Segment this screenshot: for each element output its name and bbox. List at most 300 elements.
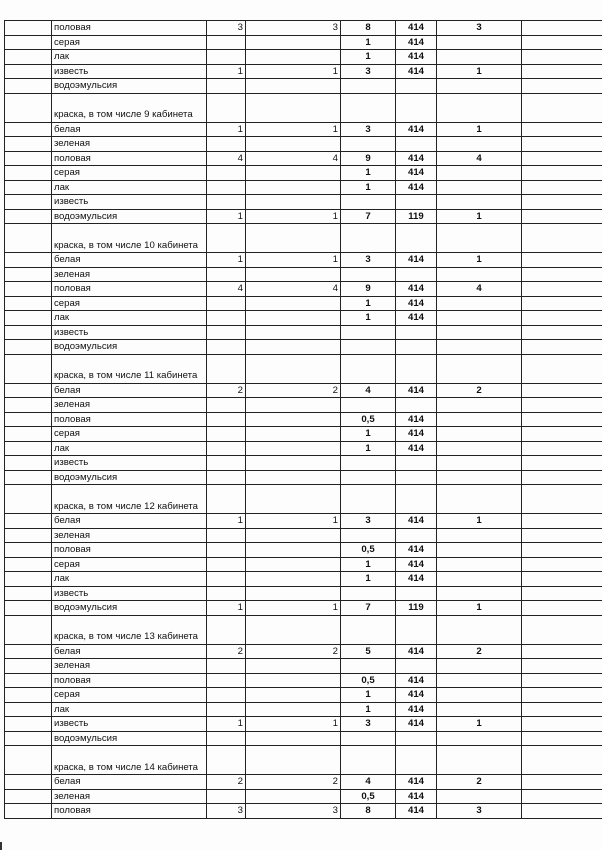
qty-b (246, 93, 341, 122)
table-row (5, 79, 602, 94)
qty-c: 7 (341, 601, 396, 616)
qty-b: 3 (246, 804, 341, 819)
empty-cell (522, 615, 602, 644)
item-label: известь (52, 456, 207, 471)
item-label: зеленая (52, 398, 207, 413)
empty-cell (5, 688, 52, 703)
table-row (5, 427, 602, 442)
empty-cell (5, 427, 52, 442)
qty-c: 3 (341, 64, 396, 79)
materials-table (4, 20, 602, 819)
empty-cell (5, 253, 52, 268)
qty-b (246, 180, 341, 195)
qty-e: 2 (437, 775, 522, 790)
qty-c: 1 (341, 427, 396, 442)
empty-cell (5, 789, 52, 804)
empty-cell (522, 137, 602, 152)
empty-cell (522, 340, 602, 355)
empty-cell (5, 21, 52, 36)
qty-e (437, 398, 522, 413)
qty-c: 1 (341, 572, 396, 587)
qty-a (207, 485, 246, 514)
qty-e: 2 (437, 644, 522, 659)
qty-b (246, 586, 341, 601)
empty-cell (5, 528, 52, 543)
qty-b: 3 (246, 21, 341, 36)
qty-c: 3 (341, 253, 396, 268)
item-label: краска, в том числе 13 кабинета (52, 615, 207, 644)
table-row (5, 64, 602, 79)
qty-a (207, 340, 246, 355)
code (396, 325, 437, 340)
qty-b (246, 702, 341, 717)
qty-c: 0,5 (341, 789, 396, 804)
empty-cell (522, 528, 602, 543)
qty-e (437, 427, 522, 442)
empty-cell (5, 644, 52, 659)
empty-cell (5, 50, 52, 65)
qty-e (437, 412, 522, 427)
qty-e: 2 (437, 383, 522, 398)
empty-cell (522, 659, 602, 674)
qty-a (207, 702, 246, 717)
code: 414 (396, 514, 437, 529)
empty-cell (522, 398, 602, 413)
qty-e (437, 572, 522, 587)
qty-b: 4 (246, 282, 341, 297)
empty-cell (522, 644, 602, 659)
qty-a (207, 456, 246, 471)
table-row (5, 528, 602, 543)
qty-c: 1 (341, 702, 396, 717)
qty-c: 0,5 (341, 543, 396, 558)
item-label: краска, в том числе 9 кабинета (52, 93, 207, 122)
empty-cell (5, 398, 52, 413)
empty-cell (5, 166, 52, 181)
item-label: серая (52, 427, 207, 442)
empty-cell (522, 601, 602, 616)
code: 414 (396, 35, 437, 50)
qty-e (437, 557, 522, 572)
empty-cell (5, 267, 52, 282)
qty-b (246, 441, 341, 456)
table-row (5, 746, 602, 775)
qty-a (207, 673, 246, 688)
table-row (5, 659, 602, 674)
qty-b (246, 354, 341, 383)
qty-a (207, 137, 246, 152)
table-row (5, 441, 602, 456)
empty-cell (522, 412, 602, 427)
qty-b (246, 659, 341, 674)
table-row (5, 456, 602, 471)
qty-b: 1 (246, 601, 341, 616)
item-label: серая (52, 296, 207, 311)
qty-c (341, 354, 396, 383)
code: 414 (396, 253, 437, 268)
code (396, 354, 437, 383)
item-label: лак (52, 180, 207, 195)
qty-c: 0,5 (341, 412, 396, 427)
qty-b (246, 543, 341, 558)
empty-cell (5, 557, 52, 572)
item-label: лак (52, 572, 207, 587)
item-label: водоэмульсия (52, 470, 207, 485)
item-label: краска, в том числе 14 кабинета (52, 746, 207, 775)
qty-e: 1 (437, 717, 522, 732)
item-label: белая (52, 253, 207, 268)
qty-e (437, 746, 522, 775)
qty-c (341, 659, 396, 674)
empty-cell (5, 311, 52, 326)
qty-a: 2 (207, 383, 246, 398)
empty-cell (522, 789, 602, 804)
empty-cell (522, 746, 602, 775)
empty-cell (522, 209, 602, 224)
qty-a (207, 311, 246, 326)
empty-cell (522, 166, 602, 181)
empty-cell (522, 688, 602, 703)
qty-c: 7 (341, 209, 396, 224)
empty-cell (5, 296, 52, 311)
table-row (5, 789, 602, 804)
code: 414 (396, 282, 437, 297)
qty-b (246, 427, 341, 442)
empty-cell (5, 412, 52, 427)
qty-c (341, 325, 396, 340)
code (396, 224, 437, 253)
empty-cell (5, 282, 52, 297)
item-label: зеленая (52, 267, 207, 282)
qty-a (207, 93, 246, 122)
qty-b (246, 456, 341, 471)
qty-a (207, 688, 246, 703)
qty-b (246, 35, 341, 50)
qty-e (437, 615, 522, 644)
item-label: известь (52, 195, 207, 210)
qty-c: 3 (341, 122, 396, 137)
qty-c: 8 (341, 804, 396, 819)
qty-e (437, 441, 522, 456)
empty-cell (522, 296, 602, 311)
table-row (5, 557, 602, 572)
qty-c: 1 (341, 557, 396, 572)
table-row (5, 151, 602, 166)
table-row (5, 586, 602, 601)
empty-cell (522, 470, 602, 485)
table-row (5, 543, 602, 558)
qty-b (246, 731, 341, 746)
code: 414 (396, 673, 437, 688)
empty-cell (522, 485, 602, 514)
empty-cell (5, 354, 52, 383)
table-row (5, 296, 602, 311)
qty-a (207, 659, 246, 674)
qty-a: 1 (207, 253, 246, 268)
qty-b (246, 267, 341, 282)
qty-a (207, 35, 246, 50)
empty-cell (522, 93, 602, 122)
table-row (5, 195, 602, 210)
qty-e: 1 (437, 64, 522, 79)
item-label: зеленая (52, 137, 207, 152)
empty-cell (5, 746, 52, 775)
qty-e: 4 (437, 282, 522, 297)
empty-cell (5, 514, 52, 529)
qty-e: 1 (437, 209, 522, 224)
qty-a (207, 267, 246, 282)
qty-a (207, 354, 246, 383)
empty-cell (522, 456, 602, 471)
empty-cell (522, 253, 602, 268)
empty-cell (5, 470, 52, 485)
code: 414 (396, 804, 437, 819)
empty-cell (522, 717, 602, 732)
qty-a: 4 (207, 151, 246, 166)
qty-b (246, 485, 341, 514)
qty-e (437, 267, 522, 282)
qty-e (437, 789, 522, 804)
item-label: половая (52, 543, 207, 558)
empty-cell (522, 804, 602, 819)
empty-cell (5, 441, 52, 456)
item-label: лак (52, 702, 207, 717)
empty-cell (5, 93, 52, 122)
empty-cell (5, 659, 52, 674)
table-row (5, 775, 602, 790)
item-label: известь (52, 325, 207, 340)
code: 119 (396, 601, 437, 616)
code (396, 137, 437, 152)
code: 414 (396, 412, 437, 427)
qty-a: 2 (207, 644, 246, 659)
qty-b: 2 (246, 644, 341, 659)
qty-e: 4 (437, 151, 522, 166)
qty-a (207, 427, 246, 442)
qty-e (437, 528, 522, 543)
qty-e: 3 (437, 21, 522, 36)
empty-cell (5, 340, 52, 355)
qty-b (246, 528, 341, 543)
item-label: водоэмульсия (52, 79, 207, 94)
code (396, 528, 437, 543)
empty-cell (522, 180, 602, 195)
qty-a (207, 470, 246, 485)
qty-a (207, 528, 246, 543)
qty-c (341, 267, 396, 282)
code: 414 (396, 122, 437, 137)
qty-b (246, 137, 341, 152)
empty-cell (522, 702, 602, 717)
code: 414 (396, 702, 437, 717)
qty-a (207, 586, 246, 601)
code: 414 (396, 775, 437, 790)
qty-c (341, 586, 396, 601)
code: 414 (396, 543, 437, 558)
table-row (5, 253, 602, 268)
qty-e (437, 166, 522, 181)
qty-b (246, 615, 341, 644)
table-row (5, 615, 602, 644)
qty-b: 4 (246, 151, 341, 166)
qty-a (207, 224, 246, 253)
code: 414 (396, 383, 437, 398)
empty-cell (5, 586, 52, 601)
qty-e: 1 (437, 601, 522, 616)
code: 414 (396, 151, 437, 166)
qty-a: 1 (207, 122, 246, 137)
qty-b (246, 688, 341, 703)
qty-b (246, 789, 341, 804)
item-label: белая (52, 122, 207, 137)
qty-e (437, 340, 522, 355)
item-label: зеленая (52, 659, 207, 674)
qty-c: 1 (341, 296, 396, 311)
empty-cell (522, 514, 602, 529)
item-label: половая (52, 282, 207, 297)
table-row (5, 601, 602, 616)
qty-c (341, 746, 396, 775)
empty-cell (5, 731, 52, 746)
empty-cell (522, 311, 602, 326)
empty-cell (522, 383, 602, 398)
table-row (5, 93, 602, 122)
item-label: краска, в том числе 12 кабинета (52, 485, 207, 514)
code: 414 (396, 441, 437, 456)
item-label: лак (52, 441, 207, 456)
qty-e (437, 485, 522, 514)
qty-a (207, 557, 246, 572)
qty-e: 1 (437, 122, 522, 137)
empty-cell (5, 673, 52, 688)
table-row (5, 688, 602, 703)
empty-cell (5, 702, 52, 717)
code (396, 456, 437, 471)
item-label: лак (52, 311, 207, 326)
code (396, 485, 437, 514)
qty-e: 1 (437, 514, 522, 529)
qty-b (246, 470, 341, 485)
table-row (5, 485, 602, 514)
qty-c (341, 528, 396, 543)
qty-e (437, 93, 522, 122)
empty-cell (5, 383, 52, 398)
qty-c: 5 (341, 644, 396, 659)
qty-a (207, 731, 246, 746)
qty-c (341, 615, 396, 644)
qty-b: 2 (246, 775, 341, 790)
qty-e (437, 659, 522, 674)
qty-c (341, 485, 396, 514)
qty-c: 1 (341, 311, 396, 326)
empty-cell (522, 50, 602, 65)
qty-e (437, 180, 522, 195)
code (396, 746, 437, 775)
qty-b: 1 (246, 717, 341, 732)
empty-cell (5, 456, 52, 471)
code (396, 615, 437, 644)
item-label: краска, в том числе 10 кабинета (52, 224, 207, 253)
code: 414 (396, 717, 437, 732)
item-label: половая (52, 151, 207, 166)
item-label: известь (52, 586, 207, 601)
code (396, 731, 437, 746)
qty-a (207, 50, 246, 65)
table-row (5, 340, 602, 355)
qty-a (207, 615, 246, 644)
table-row (5, 122, 602, 137)
qty-e (437, 79, 522, 94)
empty-cell (522, 195, 602, 210)
empty-cell (5, 717, 52, 732)
table-row (5, 21, 602, 36)
code: 414 (396, 688, 437, 703)
empty-cell (522, 557, 602, 572)
table-row (5, 731, 602, 746)
qty-e (437, 50, 522, 65)
qty-c: 4 (341, 775, 396, 790)
qty-e: 1 (437, 253, 522, 268)
qty-b: 1 (246, 514, 341, 529)
qty-a (207, 543, 246, 558)
code (396, 398, 437, 413)
item-label: водоэмульсия (52, 340, 207, 355)
empty-cell (5, 180, 52, 195)
qty-e (437, 195, 522, 210)
item-label: водоэмульсия (52, 731, 207, 746)
table-row (5, 224, 602, 253)
qty-c: 1 (341, 441, 396, 456)
empty-cell (5, 209, 52, 224)
empty-cell (522, 224, 602, 253)
table-row (5, 673, 602, 688)
qty-e (437, 470, 522, 485)
code: 414 (396, 572, 437, 587)
empty-cell (522, 354, 602, 383)
empty-cell (522, 64, 602, 79)
qty-b (246, 572, 341, 587)
qty-c: 1 (341, 35, 396, 50)
item-label: половая (52, 412, 207, 427)
code (396, 586, 437, 601)
empty-cell (5, 195, 52, 210)
qty-b (246, 296, 341, 311)
qty-a: 3 (207, 804, 246, 819)
qty-a: 1 (207, 601, 246, 616)
qty-c (341, 340, 396, 355)
item-label: белая (52, 383, 207, 398)
item-label: зеленая (52, 528, 207, 543)
item-label: известь (52, 64, 207, 79)
empty-cell (522, 151, 602, 166)
empty-cell (522, 282, 602, 297)
empty-cell (5, 64, 52, 79)
item-label: белая (52, 775, 207, 790)
qty-a (207, 398, 246, 413)
code: 414 (396, 311, 437, 326)
qty-b (246, 673, 341, 688)
qty-e (437, 137, 522, 152)
qty-a: 4 (207, 282, 246, 297)
code: 414 (396, 50, 437, 65)
empty-cell (522, 325, 602, 340)
table-row (5, 137, 602, 152)
qty-c (341, 398, 396, 413)
code (396, 340, 437, 355)
code (396, 79, 437, 94)
code (396, 659, 437, 674)
qty-a: 2 (207, 775, 246, 790)
